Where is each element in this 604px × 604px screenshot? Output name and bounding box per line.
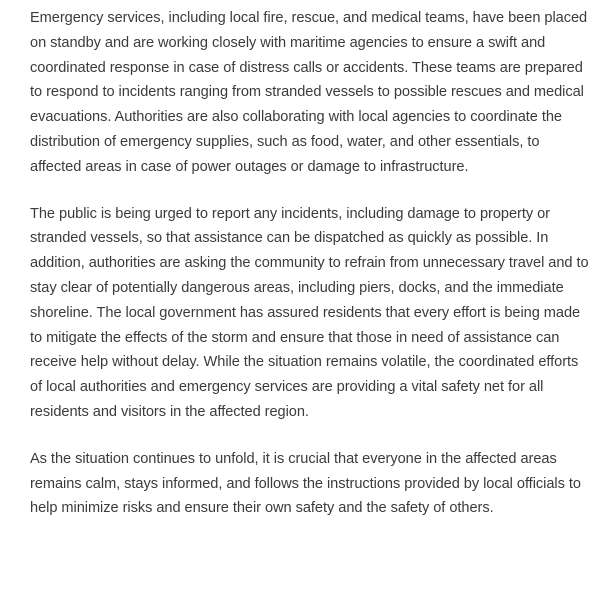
paragraph-emergency-services: Emergency services, including local fire, rescue, and medical teams, have been placed on standby and are working closely with maritime agencies to ensure a swift and coordinated response in case of distress calls or accidents. These teams are prepared to respond to incidents ranging from stranded vessels to possible rescues and medical evacuations. Authorities are also collaborating with local agencies to coordinate the distribution of emergency supplies, such as food, water, and other essentials, to affected areas in case of power outages or damage to infrastructure.	[30, 10, 588, 175]
paragraph-public-reporting: The public is being urged to report any incidents, including damage to property or stranded vessels, so that assistance can be dispatched as quickly as possible. In addition, authorities are asking the community to refrain from unnecessary travel and to stay clear of potentially dangerous areas, including piers, docks, and the immediate shoreline. The local government has assured residents that every effort is being made to mitigate the effects of the storm and ensure that those in need of assistance can receive help without delay. While the situation remains volatile, the coordinated efforts of local authorities and emergency services are providing a vital safety net for all residents and visitors in the affected region.	[30, 205, 589, 420]
article-body	[30, 6, 590, 543]
paragraph-stay-informed: As the situation continues to unfold, it is crucial that everyone in the affected areas remains calm, stays informed, and follows the instructions provided by local officials to help minimize risks and ensure their own safety and the safety of others.	[30, 450, 581, 517]
